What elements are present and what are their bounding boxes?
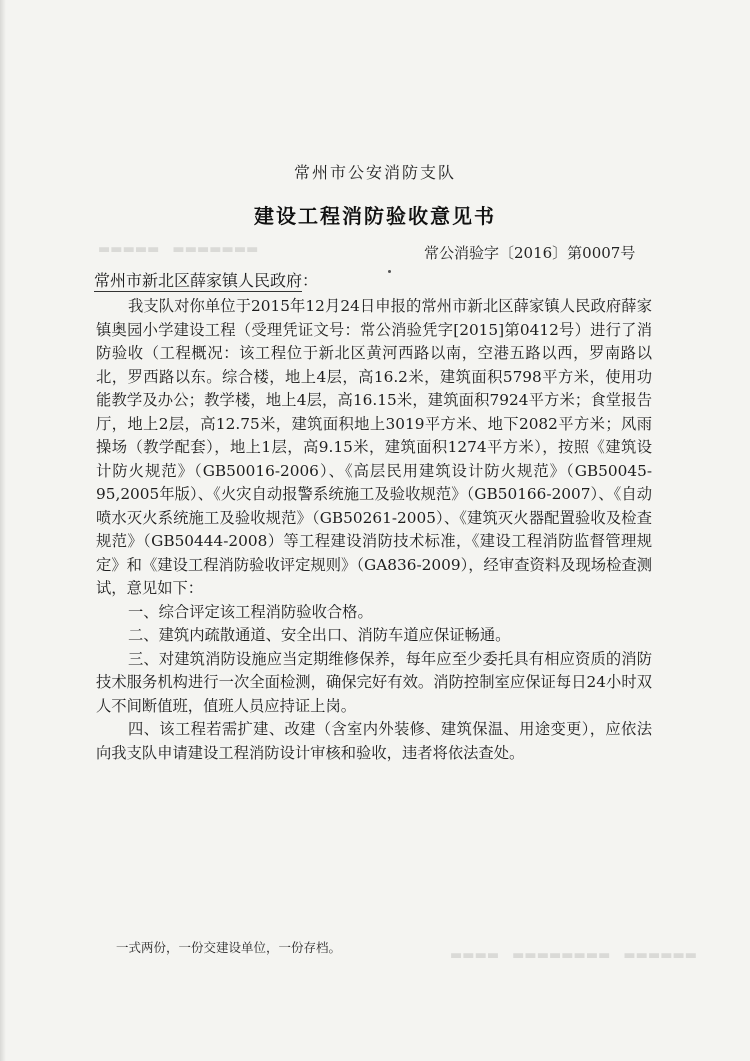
issuer-name: 常州市公安消防支队 [293, 163, 456, 182]
body-paragraph: 我支队对你单位于2015年12月24日申报的常州市新北区薛家镇人民政府薛家镇奥园小学建设工程（受理凭证文号：常公消验凭字[2015]第0412号）进行了消防验收（工程概况：该工程位于新北区黄河西路以南，空港五路以西，罗南路以北，罗西路以东。综合楼，地上4层，高16.2米，建筑面积5798平方米，使用功能教学及办公；教学楼，地上4层，高16.15米，建筑面积7924平方米；食堂报告厅，地上2层，高12.75米，建筑面积地上3019平方米、地下2082平方米；风雨操场（教学配套），地上1层，高9.15米，建筑面积1274平方米），按照《建筑设计防火规范》（GB50016-2006）、《高层民用建筑设计防火规范》（GB50045-95,2005年版）、《火灾自动报警系统施工及验收规范》（GB50166-2007）、《自动喷水灭火系统施工及验收规范》（GB50261-2005）、《建筑灭火器配置验收及检查规范》（GB50444-2008）等工程建设消防技术标准，《建设工程消防监督管理规定》和《建设工程消防验收评定规则》（GA836-2009），经审查资料及现场检查测试，意见如下： [96, 297, 652, 597]
opinion-item: 四、该工程若需扩建、改建（含室内外装修、建筑保温、用途变更），应依法向我支队申请建设工程消防设计审核和验收，违者将依法查处。 [96, 720, 652, 762]
addressee-name: 常州市新北区薛家镇人民政府 [94, 271, 303, 290]
opinion-item: 三、对建筑消防设施应当定期维修保养，每年应至少委托具有相应资质的消防技术服务机构进行一次全面检测，确保完好有效。消防控制室应保证每日24小时双人不间断值班，值班人员应持证上岗。 [96, 649, 652, 715]
document-number: 常公消验字〔2016〕第0007号 [424, 244, 636, 262]
scan-speck [388, 270, 391, 273]
bleed-through-mark: ▬▬▬▬▬ ▬▬▬▬▬▬▬ [98, 242, 259, 257]
bleed-through-mark: ▬▬▬▬ ▬▬▬▬▬▬▬▬ ▬▬▬▬▬▬ [450, 948, 698, 963]
opinion-item: 二、建筑内疏散通道、安全出口、消防车道应保证畅通。 [128, 626, 511, 644]
addressee-colon: ： [302, 271, 319, 290]
document-title: 建设工程消防验收意见书 [254, 204, 496, 228]
document-body [96, 295, 652, 765]
opinion-item: 一、综合评定该工程消防验收合格。 [128, 602, 373, 621]
copies-footnote: 一式两份，一份交建设单位，一份存档。 [116, 940, 342, 955]
addressee-line [94, 268, 318, 291]
